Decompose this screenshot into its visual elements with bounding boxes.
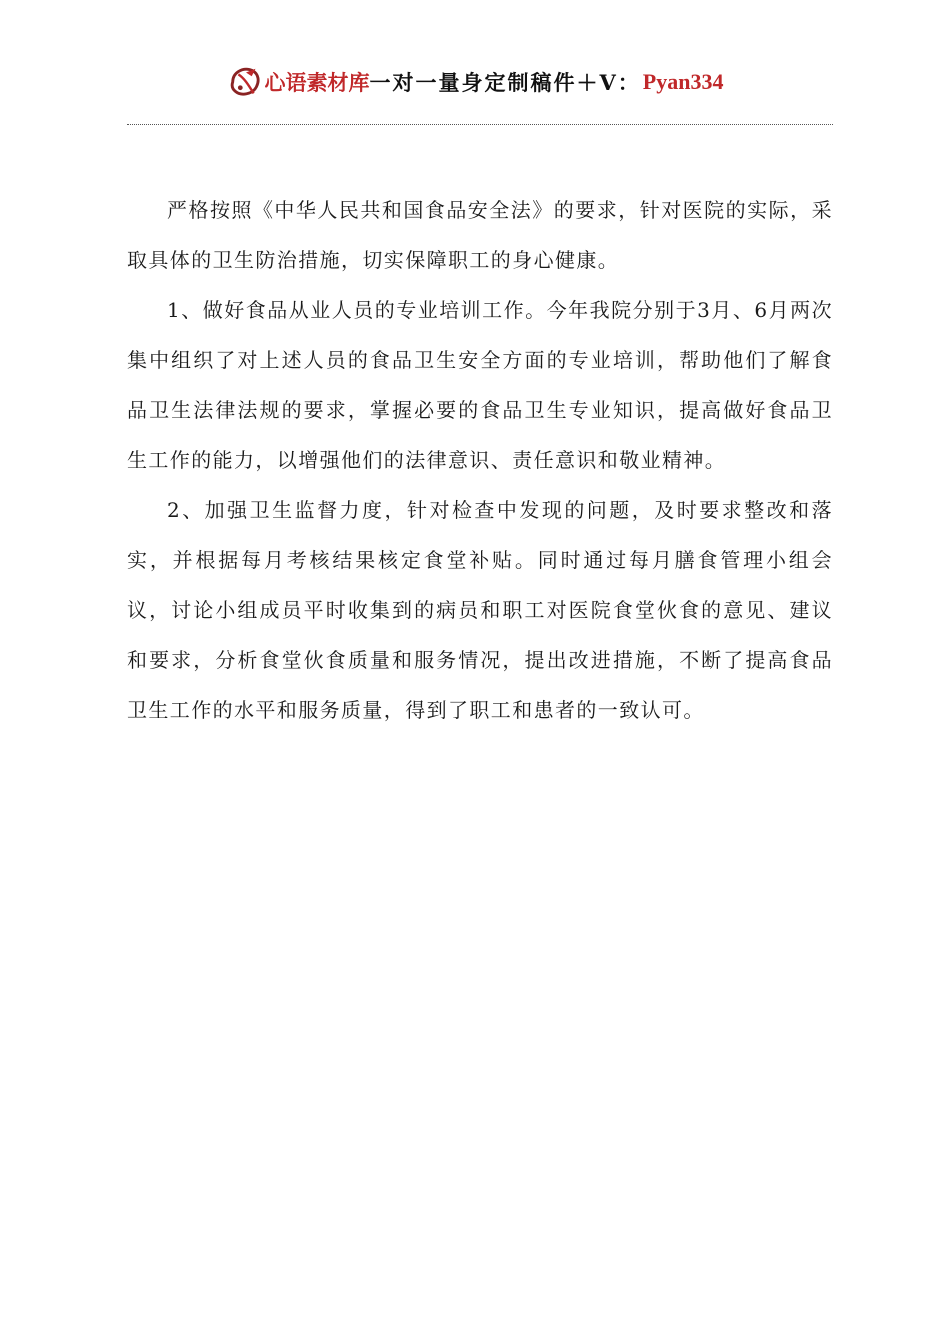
paragraph-item-2: 2、加强卫生监督力度，针对检查中发现的问题，及时要求整改和落实，并根据每月考核结果核定食堂补贴。同时通过每月膳食管理小组会议，讨论小组成员平时收集到的病员和职工对医院食堂伙食的意见、建议和要求，分析食堂伙食质量和服务情况，提出改进措施，不断了提高食品卫生工作的水平和服务质量，得到了职工和患者的一致认可。 <box>127 498 833 722</box>
header-divider <box>127 124 833 125</box>
header-logo <box>227 63 370 101</box>
document-body <box>127 185 833 735</box>
paragraph-item-1: 1、做好食品从业人员的专业培训工作。今年我院分别于3月、6月两次集中组织了对上述人员的食品卫生安全方面的专业培训，帮助他们了解食品卫生法律法规的要求，掌握必要的食品卫生专业知识，提高做好食品卫生工作的能力，以增强他们的法律意识、责任意识和敬业精神。 <box>127 298 833 472</box>
brand-name: 心语素材库 <box>264 70 370 95</box>
calligraphy-brush-seal-icon <box>227 63 265 101</box>
page-header <box>0 58 950 106</box>
header-slogan: 一对一量身定制稿件＋V： <box>369 70 641 95</box>
header-contact-id: Pyan334 <box>642 69 724 94</box>
paragraph-intro: 严格按照《中华人民共和国食品安全法》的要求，针对医院的实际，采取具体的卫生防治措施，切实保障职工的身心健康。 <box>127 198 833 272</box>
